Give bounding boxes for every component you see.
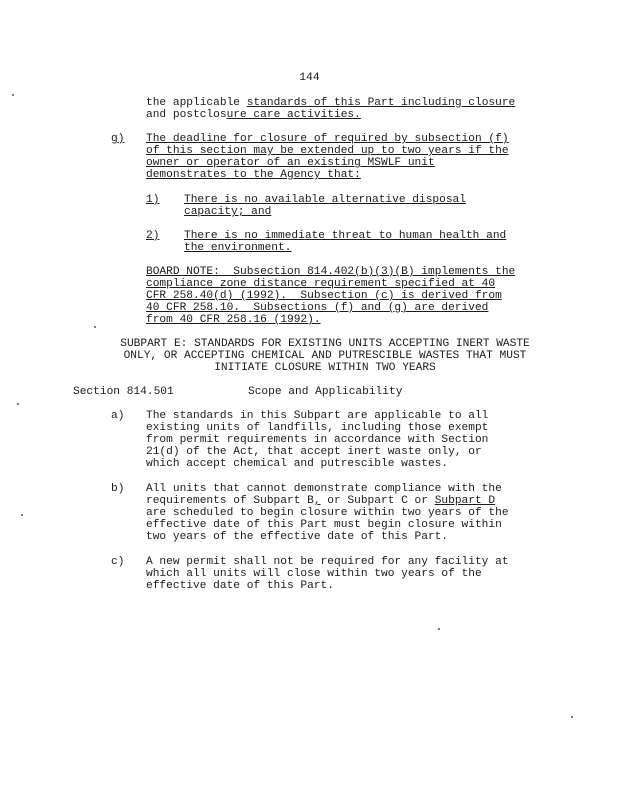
item-g-marker: g) [111, 133, 125, 145]
paragraph-c-marker: c) [111, 556, 125, 568]
paragraph-a-line: 21(d) of the Act, that accept inert waste only, or [146, 446, 482, 458]
scan-speck [21, 514, 23, 516]
scan-speck [94, 326, 96, 328]
board-note-line-5: from 40 CFR 258.16 (1992). [146, 314, 321, 326]
subpart-heading-line-1: SUBPART E: STANDARDS FOR EXISTING UNITS ACCEPTING INERT WASTE [120, 338, 530, 350]
scan-speck [571, 716, 573, 718]
board-note-line-4: 40 CFR 258.10. Subsections (f) and (g) are derived [146, 302, 489, 314]
item-g-2-marker: 2) [146, 230, 160, 242]
item-g-2-line-1: There is no immediate threat to human health and [184, 230, 507, 242]
board-note-line-2: compliance zone distance requirement specified at 40 [146, 278, 496, 290]
paragraph-b-line: requirements of Subpart B, or Subpart C or Subpart D [146, 495, 496, 507]
item-g-1-line-1: There is no available alternative disposal [184, 194, 466, 206]
subpart-heading-line-2: ONLY, OR ACCEPTING CHEMICAL AND PUTRESCIBLE WASTES THAT MUST [123, 350, 527, 362]
continuation-line-2: and postclosure care activities. [146, 109, 361, 121]
item-g-line-2: of this section may be extended up to two years if the [146, 145, 509, 157]
board-note-line-1: BOARD NOTE: Subsection 814.402(b)(3)(B) implements the [146, 266, 516, 278]
section-number: Section 814.501 [73, 386, 174, 398]
paragraph-b-line: are scheduled to begin closure within two years of the [146, 507, 509, 519]
item-g-line-1: The deadline for closure of required by subsection (f) [146, 133, 509, 145]
paragraph-b-line: All units that cannot demonstrate compliance with the [146, 483, 502, 495]
paragraph-c-line: A new permit shall not be required for any facility at [146, 556, 509, 568]
continuation-line-1: the applicable standards of this Part including closure [146, 97, 516, 109]
page-number: 144 [299, 72, 320, 84]
paragraph-c-line: which all units will close within two years of the [146, 568, 482, 580]
item-g-1-line-2: capacity; and [184, 206, 272, 218]
scan-speck [17, 403, 19, 405]
scan-speck [12, 94, 14, 96]
paragraph-a-line: existing units of landfills, including those exempt [146, 422, 489, 434]
paragraph-b-line: two years of the effective date of this Part. [146, 531, 449, 543]
section-title: Scope and Applicability [248, 386, 403, 398]
paragraph-a-line: from permit requirements in accordance with Section [146, 434, 489, 446]
paragraph-a-line: which accept chemical and putrescible wastes. [146, 458, 449, 470]
paragraph-a-line: The standards in this Subpart are applicable to all [146, 410, 489, 422]
subpart-heading-line-3: INITIATE CLOSURE WITHIN TWO YEARS [214, 362, 436, 374]
paragraph-b-marker: b) [111, 483, 125, 495]
paragraph-a-marker: a) [111, 410, 125, 422]
paragraph-b-line: effective date of this Part must begin closure within [146, 519, 502, 531]
item-g-1-marker: 1) [146, 194, 160, 206]
item-g-2-line-2: the environment. [184, 242, 292, 254]
scan-speck [438, 628, 440, 630]
item-g-line-3: owner or operator of an existing MSWLF unit [146, 157, 435, 169]
item-g-line-4: demonstrates to the Agency that: [146, 169, 361, 181]
paragraph-c-line: effective date of this Part. [146, 580, 334, 592]
board-note-line-3: CFR 258.40(d) (1992). Subsection (c) is derived from [146, 290, 502, 302]
